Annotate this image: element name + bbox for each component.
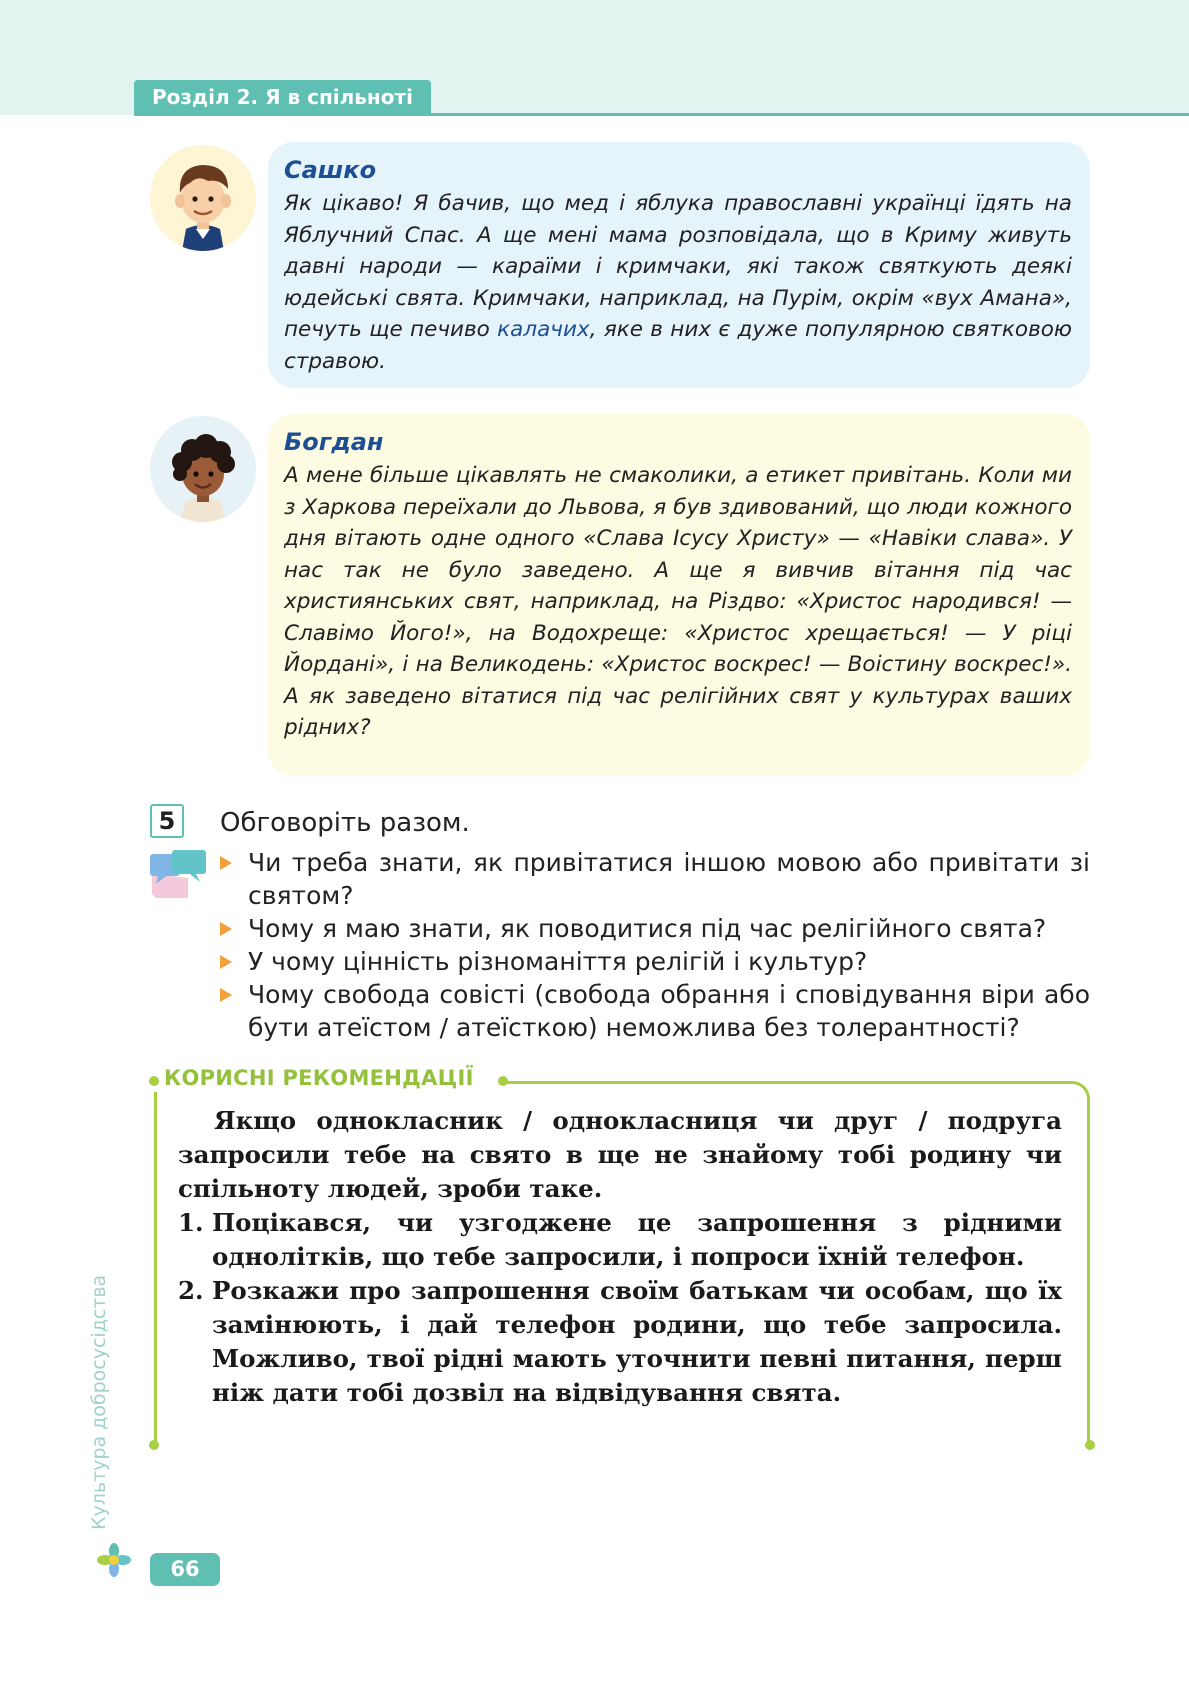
page-number: 66 [150,1553,220,1586]
arrow-bullet-icon [220,988,232,1002]
list-item [178,1206,1062,1274]
list-item [220,846,1090,912]
sashko-avatar [150,145,256,251]
question-text: У чому цінність різноманіття релігій і культур? [248,947,868,976]
frame-dot-icon [149,1440,159,1450]
speech-part: Як цікаво! Я бачив, що мед і яблука православні українці їдять на Яблучний Спас. А ще мені мама розповідала, що в Криму живуть давні народи — караїми і кримчаки, які також святкують деякі юдейські свята. Кримчаки, наприклад, на Пурім, окрім «вух Амана», печуть ще печиво [284,191,1072,342]
speaker-name: Богдан [284,428,384,456]
item-text: Розкажи про запрошення своїм батькам чи особам, що їх замінюють, і дай телефон родини, що тебе запросила. Можливо, твої рідні мають уточнити певні питання, перш ніж дати тобі дозвіл на відвідування свята. [212,1276,1062,1407]
recommendations-title: КОРИСНІ РЕКОМЕНДАЦІЇ [164,1066,474,1090]
question-text: Чи треба знати, як привітатися іншою мовою або привітати зі святом? [248,848,1090,910]
item-number: 2. [178,1276,204,1305]
arrow-bullet-icon [220,856,232,870]
highlight-word: калачих [497,317,590,342]
item-number: 1. [178,1208,204,1237]
recommendations-body [178,1104,1062,1410]
bogdan-avatar [150,416,256,522]
frame-dot-icon [149,1076,159,1086]
question-text: Чому я маю знати, як поводитися під час релігійного свята? [248,914,1047,943]
list-item [220,945,1090,978]
list-item [178,1274,1062,1410]
discussion-icon [148,848,210,900]
recommendations-list [178,1206,1062,1410]
speaker-name: Сашко [284,156,377,184]
speech-text: А мене більше цікавлять не смаколики, а етикет привітань. Коли ми з Харкова переїхали до Львова, я був здивований, що люди кожного дня вітають одне одного «Слава Ісусу Христу» — «Навіки слава». У нас так не було заведено. А ще я вивчив вітання під час християнських свят, наприклад, на Різдво: «Христос народився! — Славімо Його!», на Водохреще: «Христос хрещається! — У ріці Йордані», і на Великодень: «Христос воскрес! — Воістину воскрес!». А як заведено вітатися під час релігійних свят у культурах ваших рідних? [284,463,1072,740]
frame-dot-icon [1085,1440,1095,1450]
recommendations-intro: Якщо однокласник / однокласниця чи друг / подруга запросили тебе на свято в ще не знайому тобі родину чи спільноту людей, зроби таке. [178,1106,1062,1203]
task-title: Обговоріть разом. [220,808,470,838]
section-tab: Розділ 2. Я в спільноті [134,80,431,115]
list-item [220,978,1090,1044]
arrow-bullet-icon [220,955,232,969]
question-list [220,846,1090,1044]
flower-icon [97,1543,131,1577]
task-number: 5 [150,804,184,838]
speech-text [284,188,1072,377]
side-running-title: Культура добросусідства [88,1274,110,1530]
speech-part: , яке в них є дуже популярною святковою стравою. [284,317,1072,374]
item-text: Поцікався, чи узгоджене це запрошення з рідними однолітків, що тебе запросили, і попроси їхній телефон. [212,1208,1062,1271]
sashko-bubble [268,142,1090,388]
bogdan-bubble [268,414,1090,776]
frame-dot-icon [498,1076,508,1086]
arrow-bullet-icon [220,922,232,936]
list-item [220,912,1090,945]
question-text: Чому свобода совісті (свобода обрання і сповідування віри або бути атеїстом / атеїсткою) неможлива без толерантності? [248,980,1090,1042]
